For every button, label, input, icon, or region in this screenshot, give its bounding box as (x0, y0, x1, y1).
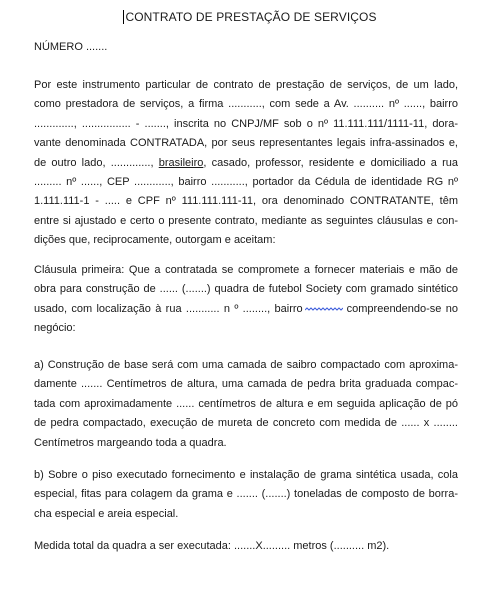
item-b-paragraph (34, 466, 458, 524)
clausula-line: Cláusula primeira: Que a contratada se compromete a fornecer materiais e mão de (34, 264, 458, 276)
intro-paragraph (34, 76, 458, 251)
item-b-line: especial, fitas para colagem da grama e ....... (.......) toneladas de composto de borra- (34, 488, 458, 501)
intro-line (34, 154, 458, 173)
intro-line: ............., ................ - ......., inscrita no CNPJ/MF sob o nº 11.111.111/1111-11, dora- (34, 117, 458, 130)
item-a-line: tada com aproximadamente ...... centímetros de altura e em seguida aplicação de pó (34, 397, 458, 410)
intro-line: dições que, reciprocamente, outorgam e aceitam: (34, 234, 276, 247)
clausula-text: compreendendo-se no (346, 302, 458, 315)
intro-text: de outro lado, ............., (34, 156, 154, 169)
intro-line: vante denominada CONTRATADA, por seus representantes legais infra-assinados e, (34, 137, 458, 150)
clausula-primeira (34, 261, 458, 339)
item-b-line: b) Sobre o piso executado fornecimento e instalação de grama sintética usada, cola (34, 469, 458, 481)
clausula-line (34, 300, 458, 319)
document-title: CONTRATO DE PRESTAÇÃO DE SERVIÇOS (125, 10, 377, 24)
intro-line: como prestadora de serviços, a firma ..........., com sede a Av. .......... nº ......, bairro (34, 98, 458, 111)
intro-line: entre si ajustado e certo o presente contrato, mediante as seguintes cláusulas e con- (34, 214, 458, 227)
clausula-line: obra para construção de ...... (.......) quadra de futebol Society com gramado sintético (34, 283, 458, 296)
item-a-line: damente ....... Centímetros de altura, uma camada de pedra brita graduada compac- (34, 378, 458, 391)
item-b-line: cha especial e areia especial. (34, 507, 179, 520)
item-a-line: a) Construção de base será com uma camada de saibro compactado com aproxima- (34, 359, 458, 371)
clausula-line: negócio: (34, 322, 76, 335)
spellcheck-squiggle-icon (305, 306, 343, 312)
clausula-text: usado, com localização à rua ........... n º ........, bairro (34, 302, 303, 315)
item-a-line: de pedra compactado, execução de mureta de concreto com medida de ...... x ........ (34, 417, 458, 430)
intro-line: Por este instrumento particular de contrato de prestação de serviços, de um lado, (34, 79, 458, 91)
intro-line: ......... nº ......, CEP ............, bairro ..........., portador da Cédula de identidade RG nº (34, 175, 458, 188)
nationality-underlined: brasileiro (158, 156, 204, 169)
intro-text: , casado, professor, residente e domiciliado a rua (203, 156, 459, 169)
intro-line: 1.111.111-1 - ..... e CPF nº 111.111.111-11, ora denominado CONTRATANTE, têm (34, 195, 458, 208)
contract-number: NÚMERO ....... (34, 41, 108, 53)
medida-line: Medida total da quadra a ser executada: .......X......... metros (.......... m2). (34, 540, 390, 552)
item-a-paragraph (34, 356, 458, 453)
medida-total (34, 537, 458, 556)
item-a-line: Centímetros margeando toda a quadra. (34, 436, 227, 449)
document-title-line (0, 10, 500, 24)
